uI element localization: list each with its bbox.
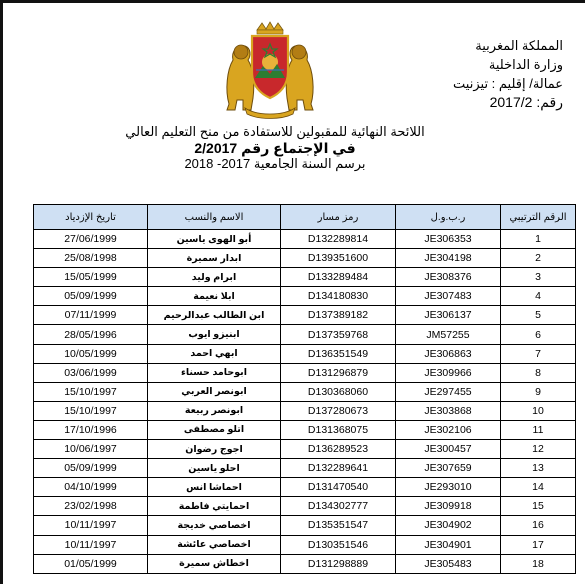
table-body [34, 230, 576, 574]
column-header-rank: الرقم الترتيبي [501, 205, 576, 230]
birth-date-cell: 10/11/1997 [34, 535, 148, 554]
cin-cell: JE309966 [396, 363, 501, 382]
birth-date-cell: 04/10/1999 [34, 478, 148, 497]
massar-cell: D130351546 [281, 535, 396, 554]
meeting-number: في الإجتماع رقم 2/2017 [194, 140, 356, 156]
name-cell: احمايتي فاطمة [148, 497, 281, 516]
cin-cell: JE307659 [396, 459, 501, 478]
cin-cell: JE307483 [396, 287, 501, 306]
table-header-row [34, 205, 576, 230]
administrative-header [403, 36, 563, 112]
rank-cell: 17 [501, 535, 576, 554]
rank-cell: 1 [501, 230, 576, 249]
birth-date-cell: 23/02/1998 [34, 497, 148, 516]
table-row [34, 478, 576, 497]
name-cell: ابونصر العربي [148, 382, 281, 401]
cin-cell: JM57255 [396, 325, 501, 344]
table-row [34, 287, 576, 306]
massar-cell: D134302777 [281, 497, 396, 516]
birth-date-cell: 05/09/1999 [34, 459, 148, 478]
column-header-name: الاسم والنسب [148, 205, 281, 230]
rank-cell: 4 [501, 287, 576, 306]
rank-cell: 18 [501, 554, 576, 573]
rank-cell: 6 [501, 325, 576, 344]
name-cell: احماشا انس [148, 478, 281, 497]
birth-date-cell: 27/06/1999 [34, 230, 148, 249]
table-row [34, 497, 576, 516]
massar-cell: D131368075 [281, 420, 396, 439]
table-row [34, 306, 576, 325]
table-row [34, 535, 576, 554]
rank-cell: 7 [501, 344, 576, 363]
name-cell: ابونصر ربيعة [148, 401, 281, 420]
rank-cell: 12 [501, 440, 576, 459]
birth-date-cell: 10/11/1997 [34, 516, 148, 535]
birth-date-cell: 25/08/1998 [34, 249, 148, 268]
cin-cell: JE304902 [396, 516, 501, 535]
table-row [34, 459, 576, 478]
name-cell: اخصاصي خديجة [148, 516, 281, 535]
birth-date-cell: 15/10/1997 [34, 382, 148, 401]
birth-date-cell: 28/05/1996 [34, 325, 148, 344]
table-row [34, 249, 576, 268]
cin-cell: JE308376 [396, 268, 501, 287]
name-cell: ابدار سميرة [148, 249, 281, 268]
rank-cell: 8 [501, 363, 576, 382]
massar-cell: D136351549 [281, 344, 396, 363]
rank-cell: 3 [501, 268, 576, 287]
massar-cell: D136289523 [281, 440, 396, 459]
academic-year: برسم السنة الجامعية 2017- 2018 [184, 156, 366, 171]
name-cell: اخصاصي عائشة [148, 535, 281, 554]
birth-date-cell: 10/05/1999 [34, 344, 148, 363]
cin-cell: JE302106 [396, 420, 501, 439]
rank-cell: 16 [501, 516, 576, 535]
table-row [34, 268, 576, 287]
birth-date-cell: 05/09/1999 [34, 287, 148, 306]
reference-number: رقم: 2017/2 [489, 94, 563, 110]
massar-cell: D132289814 [281, 230, 396, 249]
massar-cell: D131298889 [281, 554, 396, 573]
massar-cell: D137389182 [281, 306, 396, 325]
birth-date-cell: 15/05/1999 [34, 268, 148, 287]
column-header-massar: رمز مسار [281, 205, 396, 230]
table-row [34, 344, 576, 363]
document-title: اللائحة النهائية للمقبولين للاستفادة من منح التعليم العالي [125, 124, 425, 139]
rank-cell: 15 [501, 497, 576, 516]
massar-cell: D131296879 [281, 363, 396, 382]
birth-date-cell: 17/10/1996 [34, 420, 148, 439]
province-label: عمالة/ إقليم : تيزنيت [453, 76, 563, 91]
table-row [34, 401, 576, 420]
massar-cell: D137280673 [281, 401, 396, 420]
birth-date-cell: 01/05/1999 [34, 554, 148, 573]
massar-cell: D133289484 [281, 268, 396, 287]
kingdom-label: المملكة المغربية [475, 38, 563, 53]
cin-cell: JE306353 [396, 230, 501, 249]
rank-cell: 11 [501, 420, 576, 439]
table-row [34, 516, 576, 535]
name-cell: أبو الهوى ياسين [148, 230, 281, 249]
name-cell: اخطاش سميرة [148, 554, 281, 573]
column-header-cin: ر.ب.و.ل [396, 205, 501, 230]
name-cell: ابن الطالب عبدالرحيم [148, 306, 281, 325]
beneficiaries-table [33, 204, 576, 574]
massar-cell: D135351547 [281, 516, 396, 535]
name-cell: ابرام وليد [148, 268, 281, 287]
cin-cell: JE306863 [396, 344, 501, 363]
name-cell: احلو ياسين [148, 459, 281, 478]
rank-cell: 9 [501, 382, 576, 401]
table-row [34, 325, 576, 344]
cin-cell: JE304198 [396, 249, 501, 268]
name-cell: ابلا نعيمة [148, 287, 281, 306]
massar-cell: D131470540 [281, 478, 396, 497]
table-row [34, 440, 576, 459]
coat-of-arms-emblem [221, 20, 319, 120]
page-top-border [0, 0, 585, 3]
name-cell: ابنيزو ايوب [148, 325, 281, 344]
rank-cell: 5 [501, 306, 576, 325]
name-cell: ابهي احمد [148, 344, 281, 363]
birth-date-cell: 15/10/1997 [34, 401, 148, 420]
cin-cell: JE297455 [396, 382, 501, 401]
table-row [34, 382, 576, 401]
name-cell: اجوج رضوان [148, 440, 281, 459]
cin-cell: JE304901 [396, 535, 501, 554]
rank-cell: 14 [501, 478, 576, 497]
table-row [34, 363, 576, 382]
rank-cell: 2 [501, 249, 576, 268]
birth-date-cell: 10/06/1997 [34, 440, 148, 459]
massar-cell: D137359768 [281, 325, 396, 344]
name-cell: اتلو مصطفى [148, 420, 281, 439]
cin-cell: JE305483 [396, 554, 501, 573]
massar-cell: D134180830 [281, 287, 396, 306]
table-row [34, 420, 576, 439]
massar-cell: D132289641 [281, 459, 396, 478]
birth-date-cell: 03/06/1999 [34, 363, 148, 382]
name-cell: ابوحامد حسناء [148, 363, 281, 382]
document-titles [110, 124, 440, 172]
ministry-label: وزارة الداخلية [488, 57, 563, 72]
column-header-birth-date: تاريخ الإزدياد [34, 205, 148, 230]
cin-cell: JE303868 [396, 401, 501, 420]
rank-cell: 13 [501, 459, 576, 478]
page-left-border [0, 0, 3, 584]
cin-cell: JE300457 [396, 440, 501, 459]
table-row [34, 554, 576, 573]
massar-cell: D139351600 [281, 249, 396, 268]
rank-cell: 10 [501, 401, 576, 420]
cin-cell: JE309918 [396, 497, 501, 516]
massar-cell: D130368060 [281, 382, 396, 401]
birth-date-cell: 07/11/1999 [34, 306, 148, 325]
table-row [34, 230, 576, 249]
cin-cell: JE306137 [396, 306, 501, 325]
cin-cell: JE293010 [396, 478, 501, 497]
